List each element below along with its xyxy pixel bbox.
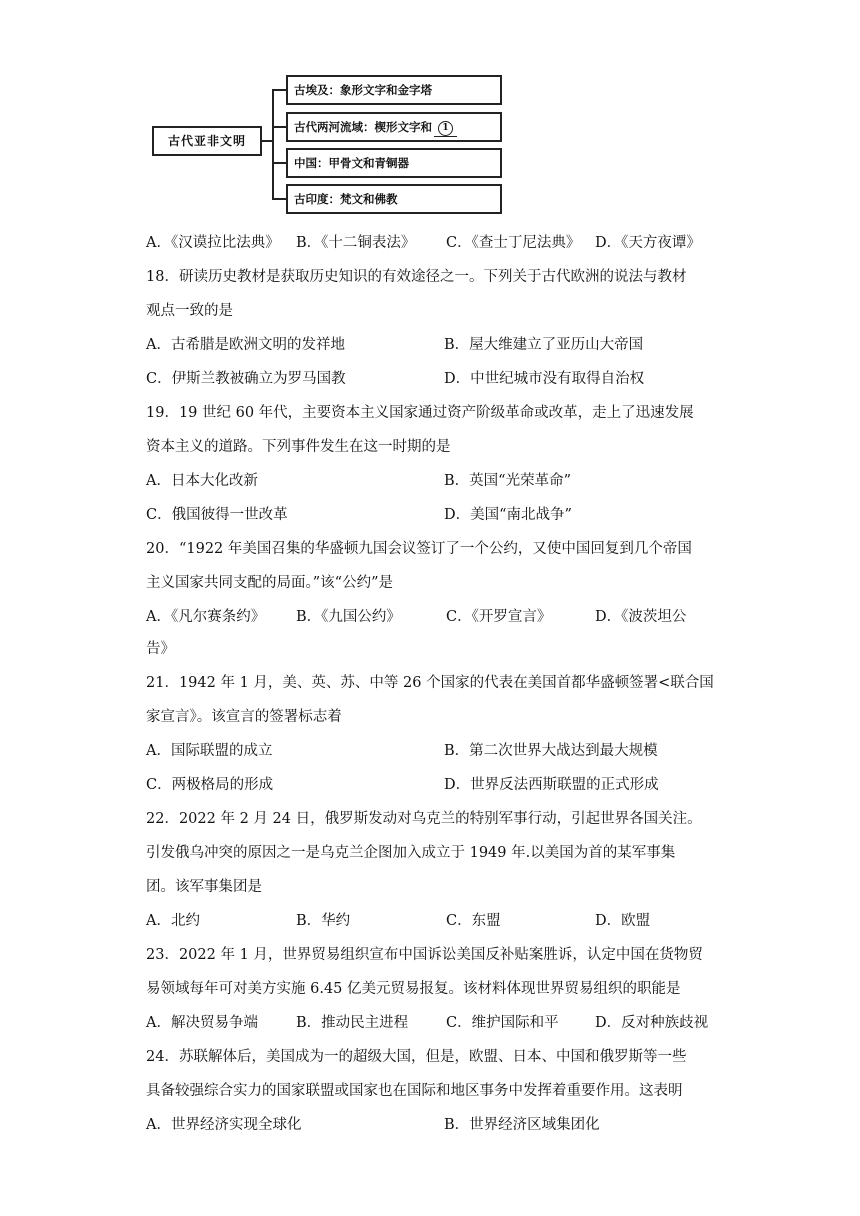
q18-option-a[interactable]: A．古希腊是欧洲文明的发祥地 xyxy=(146,337,345,353)
q20-option-a[interactable]: A．《凡尔赛条约》 xyxy=(146,609,266,625)
diagram-root-box: 古代亚非文明 xyxy=(152,126,262,156)
q21-option-a[interactable]: A．国际联盟的成立 xyxy=(146,743,273,759)
q19-stem-line1: 19．19 世纪 60 年代，主要资本主义国家通过资产阶级革命或改革，走上了迅速发展 xyxy=(146,405,694,421)
q19-option-b[interactable]: B．英国“光荣革命” xyxy=(444,473,571,489)
q23-option-c[interactable]: C．维护国际和平 xyxy=(446,1015,559,1031)
q21-option-c[interactable]: C．两极格局的形成 xyxy=(146,777,274,793)
q22-option-c[interactable]: C．东盟 xyxy=(446,913,501,929)
q23-option-b[interactable]: B．推动民主进程 xyxy=(296,1015,409,1031)
q19-option-c[interactable]: C．俄国彼得一世改革 xyxy=(146,507,288,523)
q24-stem-line2: 具备较强综合实力的国家联盟或国家也在国际和地区事务中发挥着重要作用。这表明 xyxy=(146,1083,683,1099)
q18-stem-line1: 18．研读历史教材是获取历史知识的有效途径之一。下列关于古代欧洲的说法与教材 xyxy=(146,269,687,285)
q24-stem-line1: 24．苏联解体后，美国成为一的超级大国，但是，欧盟、日本、中国和俄罗斯等一些 xyxy=(146,1049,687,1065)
connector-b1 xyxy=(272,89,286,91)
q24-option-b[interactable]: B．世界经济区域集团化 xyxy=(444,1117,600,1133)
branch-mesopotamia-text: 古代两河流域：楔形文字和 xyxy=(294,120,432,134)
q22-stem-line1: 22．2022 年 2 月 24 日，俄罗斯发动对乌克兰的特别军事行动，引起世界各国关注。 xyxy=(146,811,702,827)
civilization-diagram xyxy=(148,70,508,220)
blank-number-circle: 1 xyxy=(438,121,453,136)
q21-stem-line2: 家宣言》。该宣言的签署标志着 xyxy=(146,709,342,725)
q17-option-a[interactable]: A．《汉谟拉比法典》 xyxy=(146,235,280,251)
q19-stem-line2: 资本主义的道路。下列事件发生在这一时期的是 xyxy=(146,439,451,455)
q20-option-b[interactable]: B．《九国公约》 xyxy=(296,609,401,625)
q18-stem-line2: 观点一致的是 xyxy=(146,303,233,319)
answer-blank-1 xyxy=(434,118,457,137)
connector-b4 xyxy=(272,198,286,200)
q22-option-d[interactable]: D．欧盟 xyxy=(595,913,651,929)
q23-option-d[interactable]: D．反对种族歧视 xyxy=(595,1015,709,1031)
q21-option-b[interactable]: B．第二次世界大战达到最大规模 xyxy=(444,743,658,759)
diagram-branch-india: 古印度：梵文和佛教 xyxy=(286,184,502,214)
q17-option-c[interactable]: C．《查士丁尼法典》 xyxy=(446,235,581,251)
diagram-branch-mesopotamia xyxy=(286,112,502,142)
q23-stem-line2: 易领域每年可对美方实施 6.45 亿美元贸易报复。该材料体现世界贸易组织的职能是 xyxy=(146,981,681,997)
q23-option-a[interactable]: A．解决贸易争端 xyxy=(146,1015,258,1031)
diagram-branch-china: 中国：甲骨文和青铜器 xyxy=(286,148,502,178)
q21-stem-line1: 21．1942 年 1 月，美、英、苏、中等 26 个国家的代表在美国首都华盛顿签署<联合国 xyxy=(146,675,714,691)
q22-stem-line3: 团。该军事集团是 xyxy=(146,879,262,895)
q20-option-d[interactable]: D．《波茨坦公 xyxy=(595,609,687,625)
q20-stem-line1: 20．“1922 年美国召集的华盛顿九国会议签订了一个公约，又使中国回复到几个帝国 xyxy=(146,541,692,557)
q17-option-d[interactable]: D．《天方夜谭》 xyxy=(595,235,701,251)
connector-b3 xyxy=(272,162,286,164)
q23-stem-line1: 23．2022 年 1 月，世界贸易组织宣布中国诉讼美国反补贴案胜诉，认定中国在货物贸 xyxy=(146,947,703,963)
q18-option-d[interactable]: D．中世纪城市没有取得自治权 xyxy=(444,371,645,387)
connector-trunk xyxy=(272,89,274,200)
diagram-branch-egypt: 古埃及：象形文字和金字塔 xyxy=(286,75,502,105)
q19-option-d[interactable]: D．美国“南北战争” xyxy=(444,507,572,523)
connector-b2 xyxy=(272,126,286,128)
q22-option-b[interactable]: B．华约 xyxy=(296,913,351,929)
q20-option-d-continued: 告》 xyxy=(146,641,175,657)
q24-option-a[interactable]: A．世界经济实现全球化 xyxy=(146,1117,302,1133)
q18-option-c[interactable]: C．伊斯兰教被确立为罗马国教 xyxy=(146,371,346,387)
q20-stem-line2: 主义国家共同支配的局面。”该“公约”是 xyxy=(146,575,393,591)
q18-option-b[interactable]: B．屋大维建立了亚历山大帝国 xyxy=(444,337,644,353)
q19-option-a[interactable]: A．日本大化改新 xyxy=(146,473,258,489)
q17-option-b[interactable]: B．《十二铜表法》 xyxy=(296,235,416,251)
q21-option-d[interactable]: D．世界反法西斯联盟的正式形成 xyxy=(444,777,659,793)
q20-option-c[interactable]: C．《开罗宣言》 xyxy=(446,609,552,625)
q22-stem-line2: 引发俄乌冲突的原因之一是乌克兰企图加入成立于 1949 年.以美国为首的某军事集 xyxy=(146,845,676,861)
q22-option-a[interactable]: A．北约 xyxy=(146,913,200,929)
